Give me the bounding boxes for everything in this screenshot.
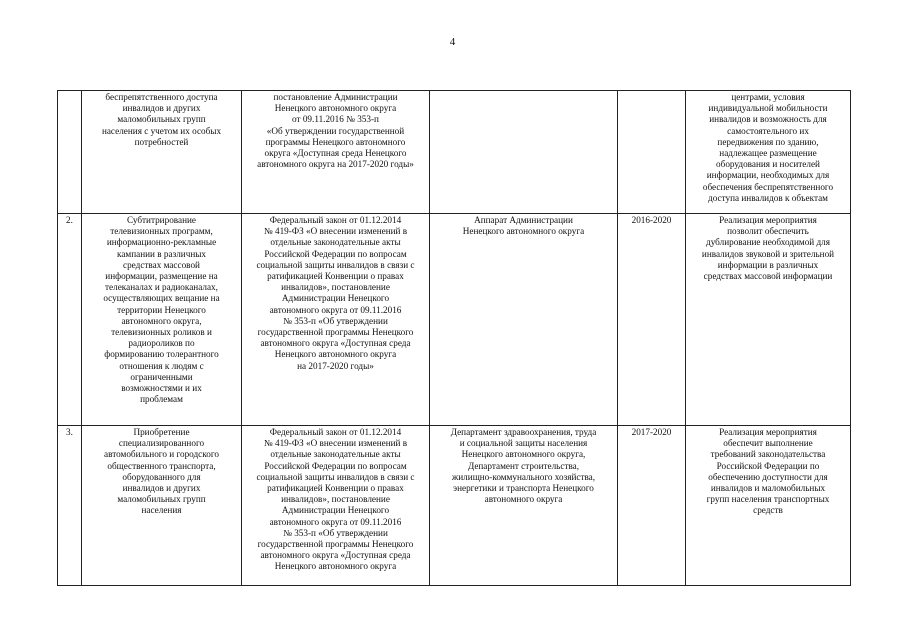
result-text: центрами, условия индивидуальной мобильности инвалидов и возможность для самостоятельного их передвижения по зданию, надлежащее размещение оборудования и носителей информации, необходимых для обеспечения беспрепятственного доступа инвалидов к объектам [702, 92, 834, 203]
executor-text: Департамент здравоохранения, труда и социальной защиты населения Ненецкого автономного округа, Департамент строительства, жилищно-коммунального хозяйства, энергетики и транспорта Ненецкого автономного округа [450, 427, 597, 505]
executor-text: Аппарат Администрации Ненецкого автономного округа [462, 215, 585, 237]
result-text: Реализация мероприятия позволит обеспечить дублирование необходимой для инвалидов звуковой и зрительной информации в различных средствах массовой информации [701, 215, 835, 282]
row-number: 2. [58, 214, 82, 426]
table-row [58, 214, 851, 426]
table-row [58, 91, 851, 214]
legal-basis-cell [242, 91, 430, 214]
row-number: 3. [58, 426, 82, 586]
row-number [58, 91, 82, 214]
table-row [58, 426, 851, 586]
result-cell [686, 91, 851, 214]
term-cell [618, 91, 686, 214]
measure-text: Субтитрирование телевизионных программ, информационно-рекламные кампании в различных средствах массовой информации, размещение на телеканалах и радиоканалах, осуществляющих вещание на территории Ненецкого автономного округа, телевизионных роликов и радиороликов по формированию толерантного отношения к людям с ограниченными возможностями и их проблемам [103, 215, 220, 405]
legal-basis-text: Федеральный закон от 01.12.2014 № 419-ФЗ «О внесении изменений в отдельные законодательные акты Российской Федерации по вопросам социальной защиты инвалидов в связи с ратификацией Конвенции о правах инвалидов», постановление Администрации Ненецкого автономного округа от 09.11.2016 № 353-п «Об утверждении государственной программы Ненецкого автономного округа «Доступная среда Ненецкого автономного округа на 2017-2020 годы» [256, 215, 415, 371]
term-cell: 2017-2020 [618, 426, 686, 586]
executor-cell [430, 214, 618, 426]
measure-text: беспрепятственного доступа инвалидов и других маломобильных групп населения с учетом их особых потребностей [101, 92, 222, 147]
measure-cell [82, 91, 242, 214]
legal-basis-cell [242, 214, 430, 426]
term-cell: 2016-2020 [618, 214, 686, 426]
measure-cell [82, 214, 242, 426]
page-number: 4 [449, 36, 456, 48]
executor-cell [430, 426, 618, 586]
result-cell [686, 214, 851, 426]
measure-cell [82, 426, 242, 586]
legal-basis-text: постановление Администрации Ненецкого автономного округа от 09.11.2016 № 353-п «Об утверждении государственной программы Ненецкого автономного округа «Доступная среда Ненецкого автономного округа на 2017-2020 годы» [257, 92, 414, 170]
result-text: Реализация мероприятия обеспечит выполнение требований законодательства Российской Федерации по обеспечению доступности для инвалидов и маломобильных групп населения транспортных средств [706, 427, 830, 516]
measure-text: Приобретение специализированного автомобильного и городского общественного транспорта, оборудованного для инвалидов и других маломобильных групп населения [104, 427, 219, 516]
result-cell [686, 426, 851, 586]
executor-cell [430, 91, 618, 214]
measures-table [57, 90, 851, 586]
legal-basis-text: Федеральный закон от 01.12.2014 № 419-ФЗ «О внесении изменений в отдельные законодательные акты Российской Федерации по вопросам социальной защиты инвалидов в связи с ратификацией Конвенции о правах инвалидов», постановление Администрации Ненецкого автономного округа от 09.11.2016 № 353-п «Об утверждении государственной программы Ненецкого автономного округа «Доступная среда Ненецкого автономного округа [256, 427, 415, 572]
legal-basis-cell [242, 426, 430, 586]
